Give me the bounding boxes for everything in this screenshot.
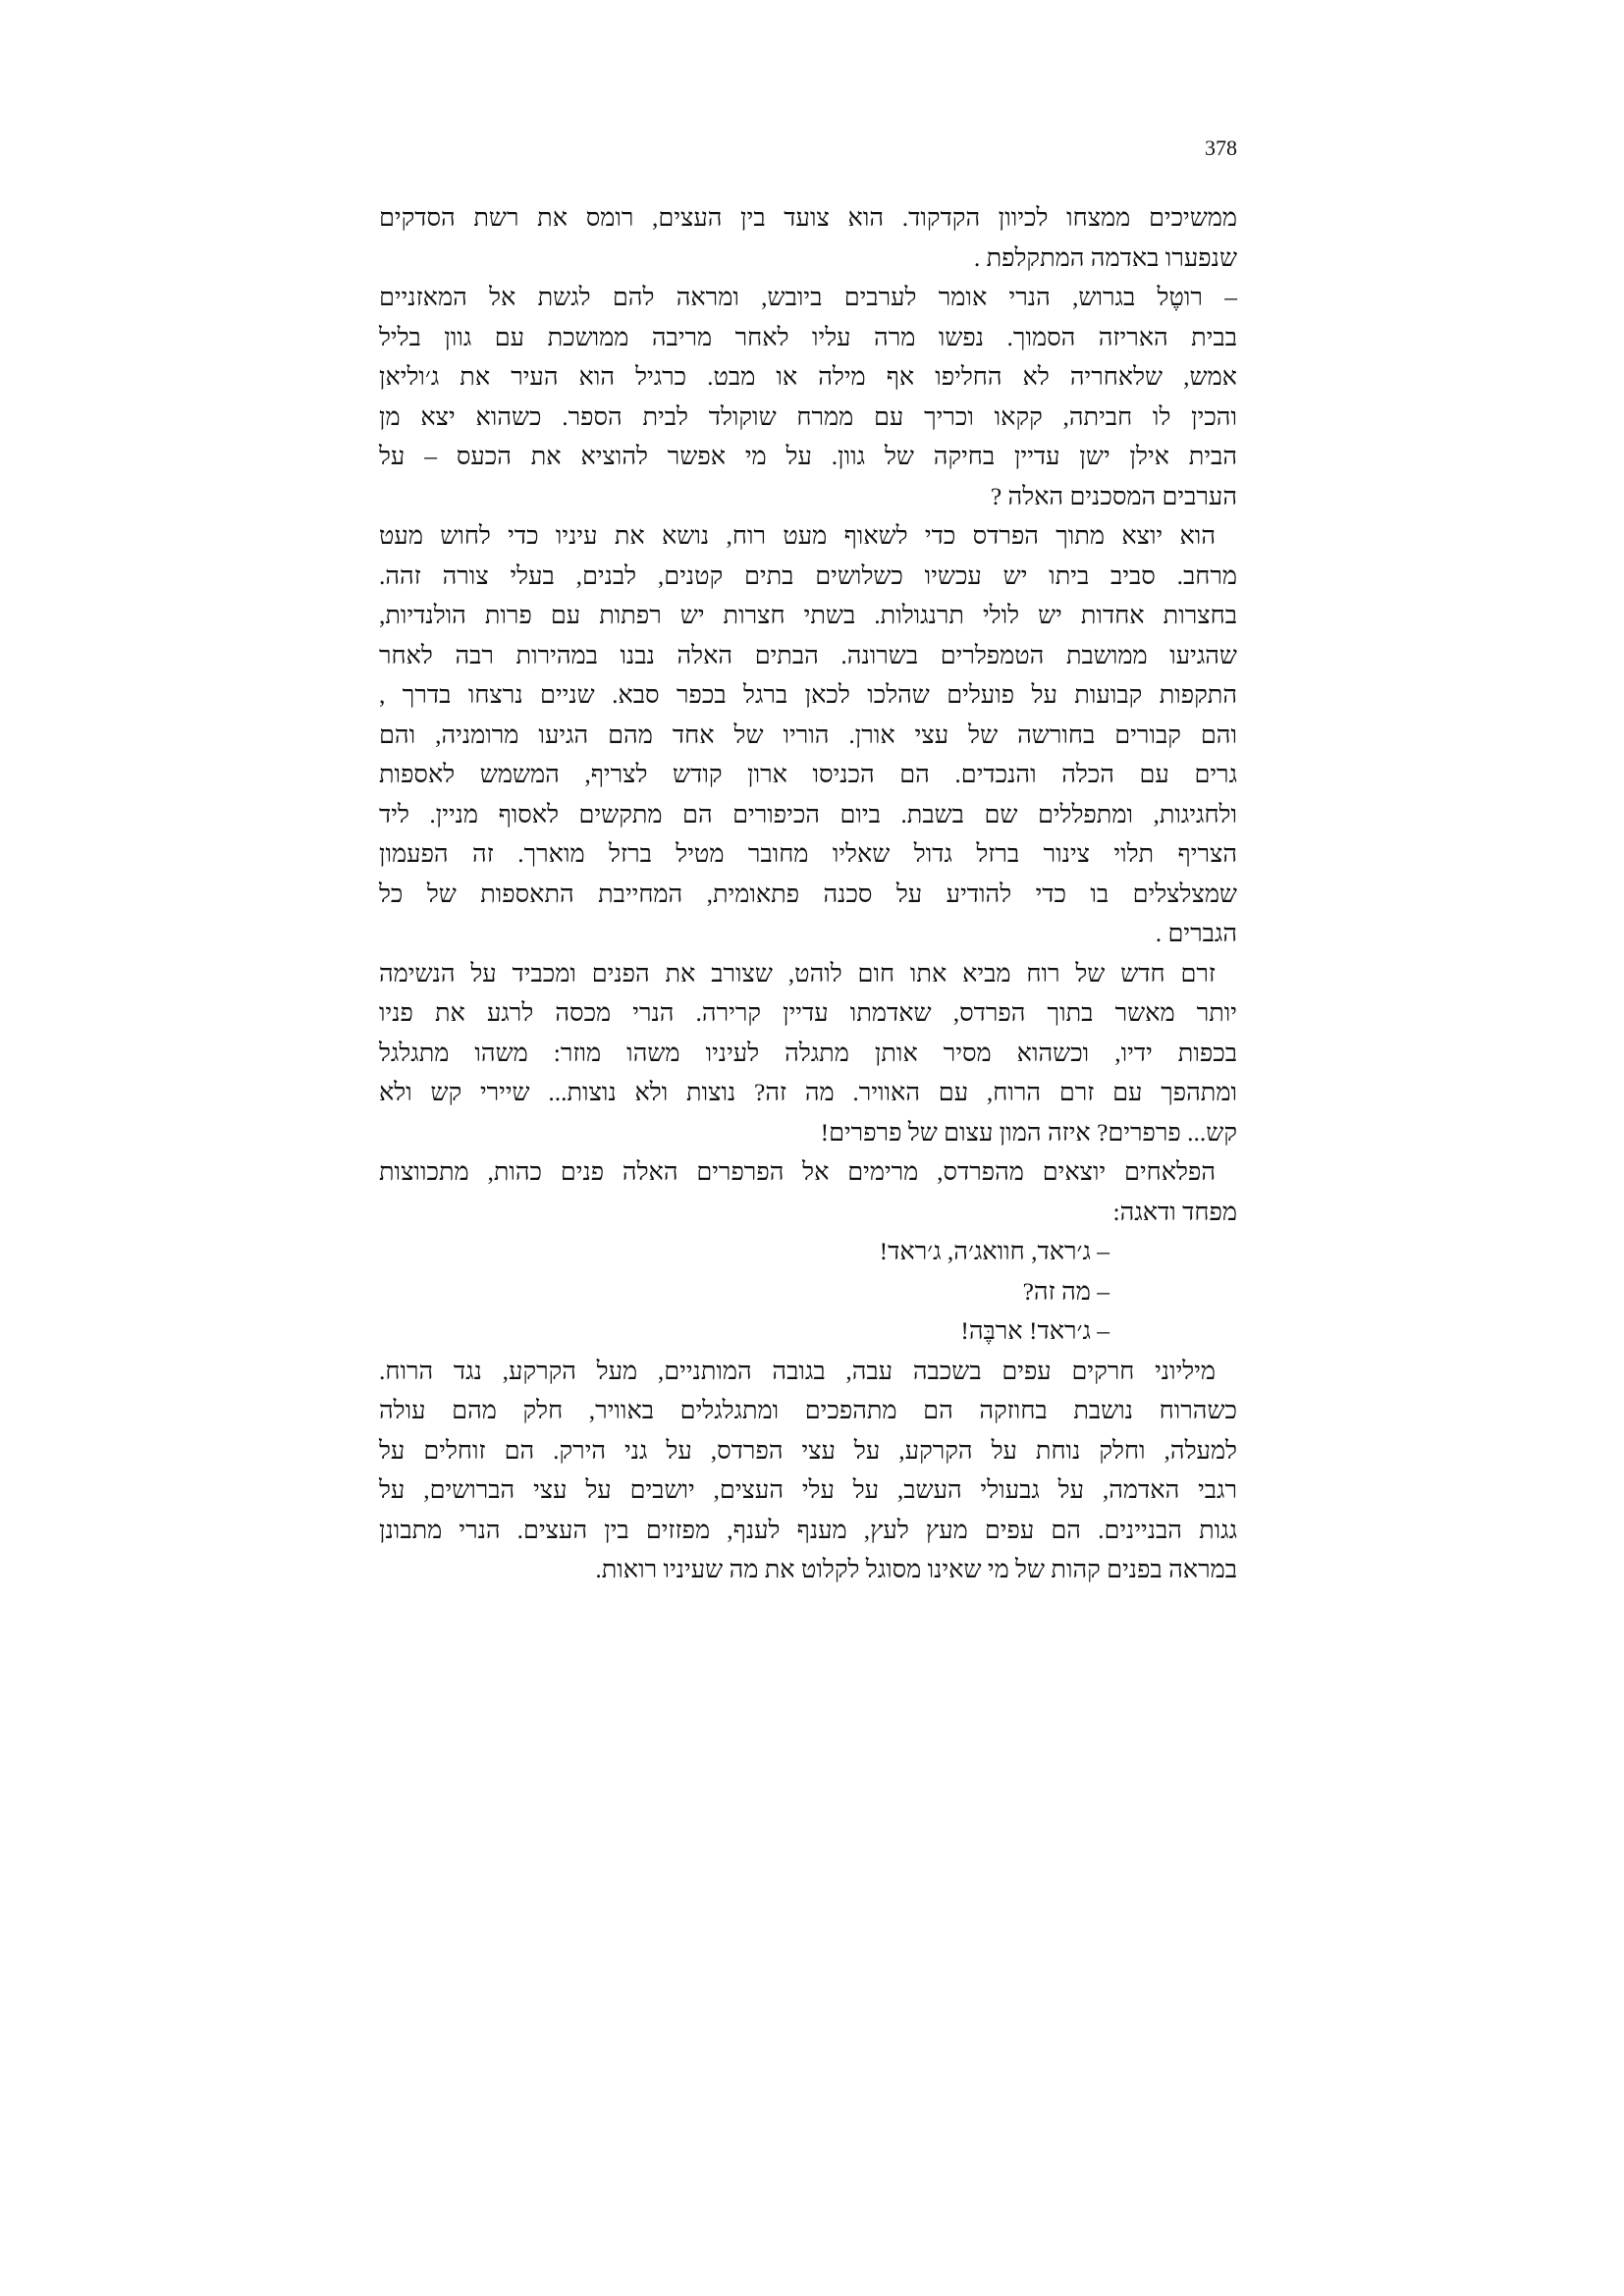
dialog-line: – ג׳ראד, חוואג׳ה, ג׳ראד! xyxy=(879,1237,1110,1265)
text-line: בבית האריזה הסמוך. נפשו מרה עליו לאחר מריבה ממושכת עם גוון בליל xyxy=(379,322,1237,351)
text-line: רגבי האדמה, על גבעולי העשב, על עלי העצים, יושבים על עצי הברושים, על xyxy=(379,1475,1237,1504)
text-line: התקפות קבועות על פועלים שהלכו לכאן ברגל בכפר סבא. שניים נרצחו בדרך , xyxy=(379,680,1237,709)
text-line: הוא יוצא מתוך הפרדס כדי לשאוף מעט רוח, נושא את עיניו כדי לחוש מעט xyxy=(379,521,1216,550)
text-line: שנפערו באדמה המתקלפת . xyxy=(973,242,1237,272)
text-line: למעלה, וחלק נוחת על הקרקע, על עצי הפרדס, על גני הירק. הם זוחלים על xyxy=(379,1435,1237,1465)
text-line: במראה בפנים קהות של מי שאינו מסוגל לקלוט את מה שעיניו רואות. xyxy=(595,1555,1237,1583)
text-line: שהגיעו ממושבת הטמפלרים בשרונה. הבתים האלה נבנו במהירות רבה לאחר xyxy=(379,640,1237,669)
text-line: הפלאחים יוצאים מהפרדס, מרימים אל הפרפרים האלה פנים כהות, מתכווצות xyxy=(379,1157,1216,1186)
text-line: גגות הבניינים. הם עפים מעץ לעץ, מענף לענף, מפזזים בין העצים. הנרי מתבונן xyxy=(379,1515,1237,1544)
text-line: בכפות ידיו, וכשהוא מסיר אותן מתגלה לעיניו משהו מוזר: משהו מתגלגל xyxy=(379,1038,1237,1067)
text-line: אמש, שלאחריה לא החליפו אף מילה או מבט. כרגיל הוא העיר את ג׳וליאן xyxy=(379,362,1237,391)
text-line: כשהרוח נושבת בחוזקה הם מתהפכים ומתגלגלים באוויר, חלק מהם עולה xyxy=(379,1396,1237,1424)
text-line: יותר מאשר בתוך הפרדס, שאדמתו עדיין קרירה. הנרי מכסה לרגע את פניו xyxy=(379,998,1237,1027)
text-line: הבית אילן ישן עדיין בחיקה של גוון. על מי אפשר להוציא את הכעס – על xyxy=(379,442,1237,470)
text-line: קש... פרפרים? איזה המון עצום של פרפרים! xyxy=(820,1117,1237,1147)
text-line: הערבים המסכנים האלה ? xyxy=(990,481,1237,510)
dialog-line: – מה זה? xyxy=(1022,1276,1110,1306)
text-line: גרים עם הכלה והנכדים. הם הכניסו ארון קודש לצריף, המשמש לאספות xyxy=(379,760,1237,788)
text-line: זרם חדש של רוח מביא אתו חום לוהט, שצורב את הפנים ומכביד על הנשימה xyxy=(379,958,1216,988)
text-line: מיליוני חרקים עפים בשכבה עבה, בגובה המותניים, מעל הקרקע, נגד הרוח. xyxy=(379,1356,1216,1385)
text-line: מפחד ודאגה: xyxy=(1112,1197,1237,1226)
text-line: ממשיכים ממצחו לכיוון הקדקוד. הוא צועד בין העצים, רומס את רשת הסדקים xyxy=(379,203,1237,232)
dialog-line: – ג׳ראד! ארבֶּה! xyxy=(960,1316,1110,1345)
text-line: ומתהפך עם זרם הרוח, עם האוויר. מה זה? נוצות ולא נוצות... שיירי קש ולא xyxy=(379,1078,1237,1106)
body-text xyxy=(379,198,1237,1590)
text-line: ולחגיגות, ומתפללים שם בשבת. ביום הכיפורים הם מתקשים לאסוף מניין. ליד xyxy=(379,799,1237,828)
text-line: והם קבורים בחורשה של עצי אורן. הוריו של אחד מהם הגיעו מרומניה, והם xyxy=(379,720,1237,749)
text-line: בחצרות אחדות יש לולי תרנגולות. בשתי חצרות יש רפתות עם פרות הולנדיות, xyxy=(379,601,1237,629)
text-line: – רוטֶל בגרוש, הנרי אומר לערבים ביובש, ומראה להם לגשת אל המאזניים xyxy=(379,283,1237,311)
text-line: הצריף תלוי צינור ברזל גדול שאליו מחובר מטיל ברזל מוארך. זה הפעמון xyxy=(379,839,1237,868)
text-line: והכין לו חביתה, קקאו וכריך עם ממרח שוקולד לבית הספר. כשהוא יצא מן xyxy=(379,401,1237,431)
text-line: הגברים . xyxy=(1155,919,1237,947)
text-line: שמצלצלים בו כדי להודיע על סכנה פתאומית, המחייבת התאספות של כל xyxy=(379,879,1237,908)
text-line: מרחב. סביב ביתו יש עכשיו כשלושים בתים קטנים, לבנים, בעלי צורה זהה. xyxy=(379,561,1237,590)
page-number: 378 xyxy=(1205,135,1237,160)
